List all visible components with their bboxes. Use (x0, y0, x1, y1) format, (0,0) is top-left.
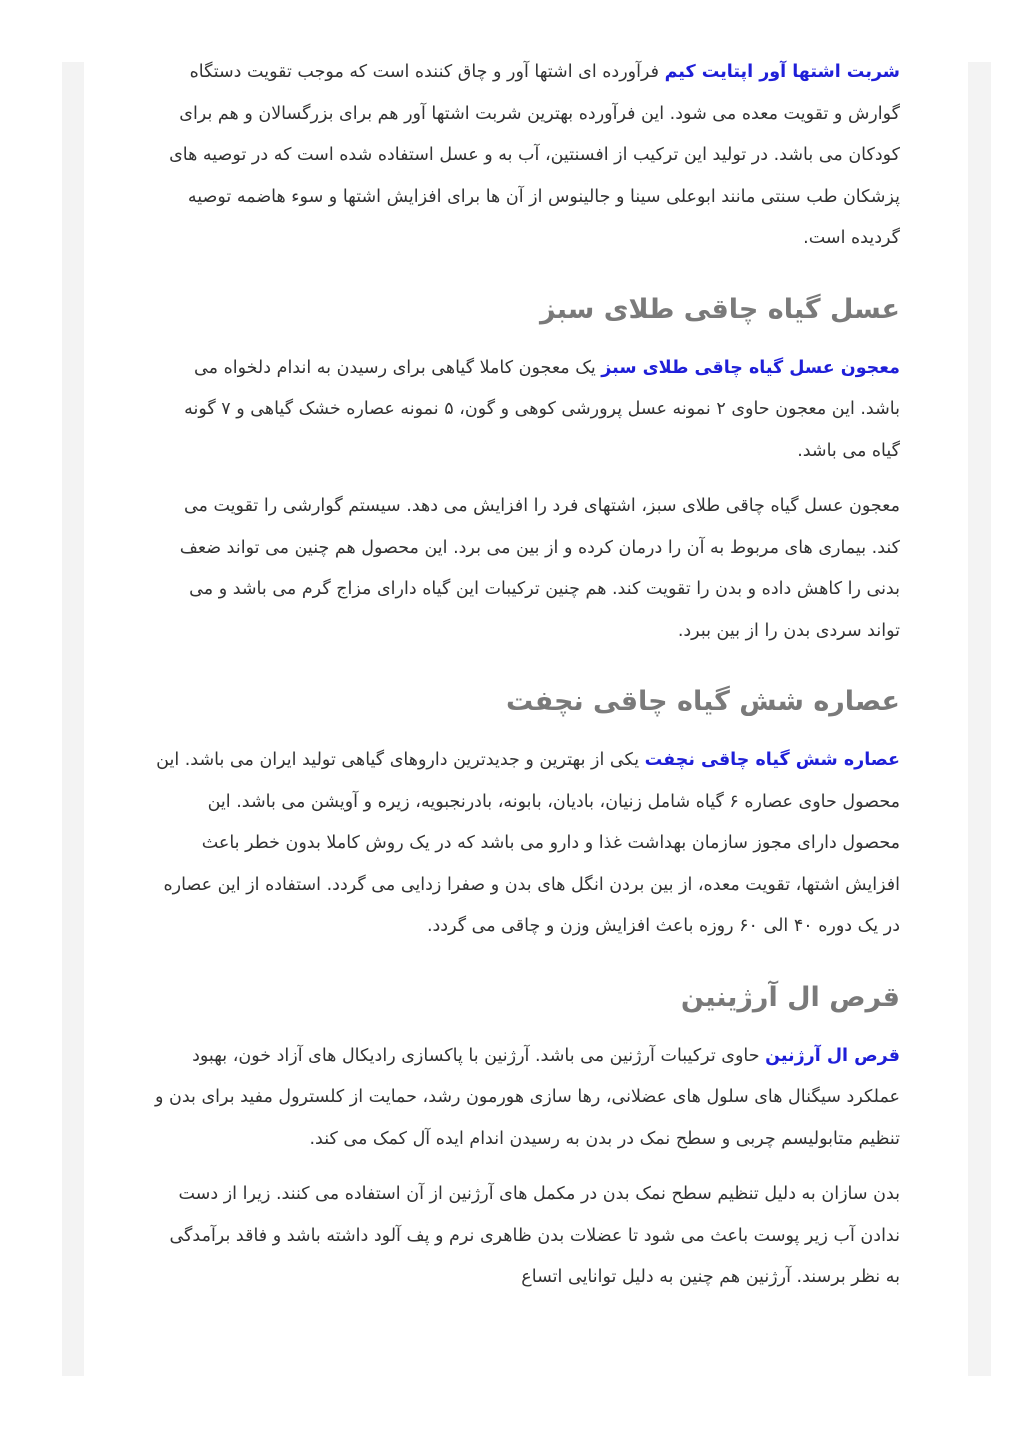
paragraph-text: بدن سازان به دلیل تنظیم سطح نمک بدن در مکمل های آرژنین از آن استفاده می کنند. زیرا از دست ندادن آب زیر پوست باعث می شود تا عضلات بدن ظاهری نرم و پف آلود داشته باشد و فاقد برآمدگی به نظر برسند. آرژنین هم چنین به دلیل توانایی اتساع (169, 1184, 900, 1287)
heading-green-gold-honey: عسل گیاه چاقی طلای سبز (539, 293, 900, 325)
article-content (152, 52, 900, 1313)
link-l-arginine[interactable]: قرص ال آرژنین (765, 1045, 900, 1066)
paragraph-green-gold-honey-intro (152, 348, 900, 473)
paragraph-l-arginine-intro (152, 1036, 900, 1161)
paragraph-six-herb-extract (152, 740, 900, 948)
paragraph-green-gold-honey-benefits (152, 486, 900, 652)
paragraph-text: یک معجون کاملا گیاهی برای رسیدن به اندام دلخواه می باشد. این معجون حاوی ۲ نمونه عسل پرورشی کوهی و گون، ۵ نمونه عصاره خشک گیاهی و ۷ گونه گیاه می باشد. (184, 357, 900, 461)
link-appetite-syrup[interactable]: شربت اشتها آور اپتایت کیم (664, 62, 900, 82)
heading-l-arginine-tablet: قرص ال آرژینین (680, 981, 900, 1013)
right-margin-rail (968, 62, 991, 1376)
heading-six-herb-extract: عصاره شش گیاه چاقی نچفت (506, 686, 900, 717)
paragraph-appetite-syrup (152, 52, 900, 260)
link-six-herb-extract[interactable]: عصاره شش گیاه چاقی نچفت (644, 750, 900, 770)
paragraph-l-arginine-bodybuilders (152, 1174, 900, 1299)
paragraph-text: حاوی ترکیبات آرژنین می باشد. آرژنین با پاکسازی رادیکال های آزاد خون، بهبود عملکرد سیگنال های سلول های عضلانی، رها سازی هورمون رشد، حمایت از کلسترول مفید برای بدن و تنظیم متابولیسم چربی و سطح نمک در بدن به رسیدن اندام ایده آل کمک می کند. (155, 1045, 900, 1149)
paragraph-text: یکی از بهترین و جدیدترین داروهای گیاهی تولید ایران می باشد. این محصول حاوی عصاره ۶ گیاه شامل زنیان، بادیان، بابونه، بادرنجبویه، زیره و آویشن می باشد. این محصول دارای مجوز سازمان بهداشت غذا و دارو می باشد که در یک روش کاملا بدون خطر باعث افزایش اشتها، تقویت معده، از بین بردن انگل های بدن و صفرا زدایی می گردد. استفاده از این عصاره در یک دوره ۴۰ الی ۶۰ روزه باعث افزایش وزن و چاقی می گردد. (156, 750, 900, 936)
paragraph-text: فرآورده ای اشتها آور و چاق کننده است که موجب تقویت دستگاه گوارش و تقویت معده می شود. این فرآورده بهترین شربت اشتها آور هم برای بزرگسالان و هم برای کودکان می باشد. در تولید این ترکیب از افسنتین، آب به و عسل استفاده شده است که در توصیه های پزشکان طب سنتی مانند ابوعلی سینا و جالینوس از آن ها برای افزایش اشتها و سوء هاضمه توصیه گردیده است. (169, 62, 900, 248)
paragraph-text: معجون عسل گیاه چاقی طلای سبز، اشتهای فرد را افزایش می دهد. سیستم گوارشی را تقویت می کند. بیماری های مربوط به آن را درمان کرده و از بین می برد. این محصول هم چنین می تواند ضعف بدنی را کاهش داده و بدن را تقویت کند. هم چنین ترکیبات این گیاه دارای مزاج گرم می باشد و می تواند سردی بدن را از بین ببرد. (179, 496, 900, 641)
link-green-gold-honey[interactable]: معجون عسل گیاه چاقی طلای سبز (601, 357, 900, 378)
left-margin-rail (62, 62, 84, 1376)
